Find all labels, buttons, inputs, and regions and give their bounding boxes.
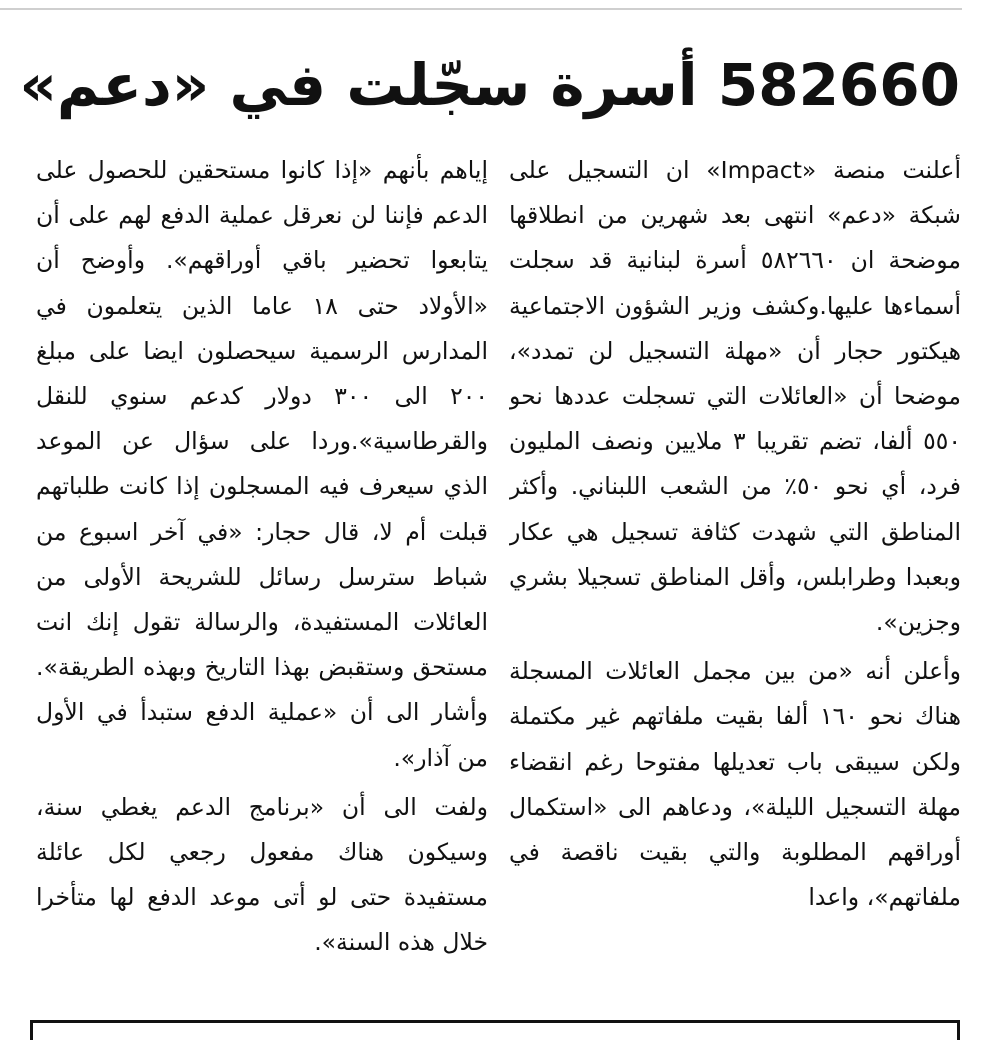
bottom-box-frame	[30, 1020, 960, 1040]
top-rule	[0, 8, 962, 10]
article-column-left	[36, 148, 488, 1008]
paragraph: إياهم بأنهم «إذا كانوا مستحقين للحصول على الدعم فإننا لن نعرقل عملية الدفع لهم على أن يتابعوا تحضير باقي أوراقهم». وأوضح أن «الأولاد حتى ١٨ عاما الذين يتعلمون في المدارس الرسمية سيحصلون ايضا على مبلغ ٢٠٠ الى ٣٠٠ دولار كدعم سنوي للنقل والقرطاسية».وردا على سؤال عن الموعد الذي سيعرف فيه المسجلون إذا كانت طلباتهم قبلت أم لا، قال حجار: «في آخر اسبوع من شباط سترسل رسائل للشريحة الأولى من العائلات المستفيدة، والرسالة تقول إنك انت مستحق وستقبض بهذا التاريخ وبهذه الطريقة». وأشار الى أن «عملية الدفع ستبدأ في الأول من آذار».	[36, 156, 488, 772]
paragraph: أعلنت منصة «Impact» ان التسجيل على شبكة «دعم» انتهى بعد شهرين من انطلاقها موضحة ان ٥٨٢٦٦٠ أسرة لبنانية قد سجلت أسماءها عليها.وكشف وزير الشؤون الاجتماعية هيكتور حجار أن «مهلة التسجيل لن تمدد»، موضحا أن «العائلات التي تسجلت عددها نحو ٥٥٠ ألفا، تضم تقريبا ٣ ملايين ونصف المليون فرد، أي نحو ٥٠٪ من الشعب اللبناني. وأكثر المناطق التي شهدت كثافة تسجيل هي عكار وبعبدا وطرابلس، وأقل المناطق تسجيلا بشري وجزين».	[509, 156, 961, 637]
paragraph: وأعلن أنه «من بين مجمل العائلات المسجلة هناك نحو ١٦٠ ألفا بقيت ملفاتهم غير مكتملة ولكن سيبقى باب تعديلها مفتوحا رغم انقضاء مهلة التسجيل الليلة»، ودعاهم الى «استكمال أوراقهم المطلوبة والتي بقيت ناقصة في ملفاتهم»، واعدا	[509, 657, 961, 912]
article-column-right	[509, 148, 961, 1010]
headline: 582660 أسرة سجّلت في «دعم»	[19, 51, 960, 119]
paragraph: ولفت الى أن «برنامج الدعم يغطي سنة، وسيكون هناك مفعول رجعي لكل عائلة مستفيدة حتى لو أتى موعد الدفع لها متأخرا خلال هذه السنة».	[36, 792, 488, 957]
